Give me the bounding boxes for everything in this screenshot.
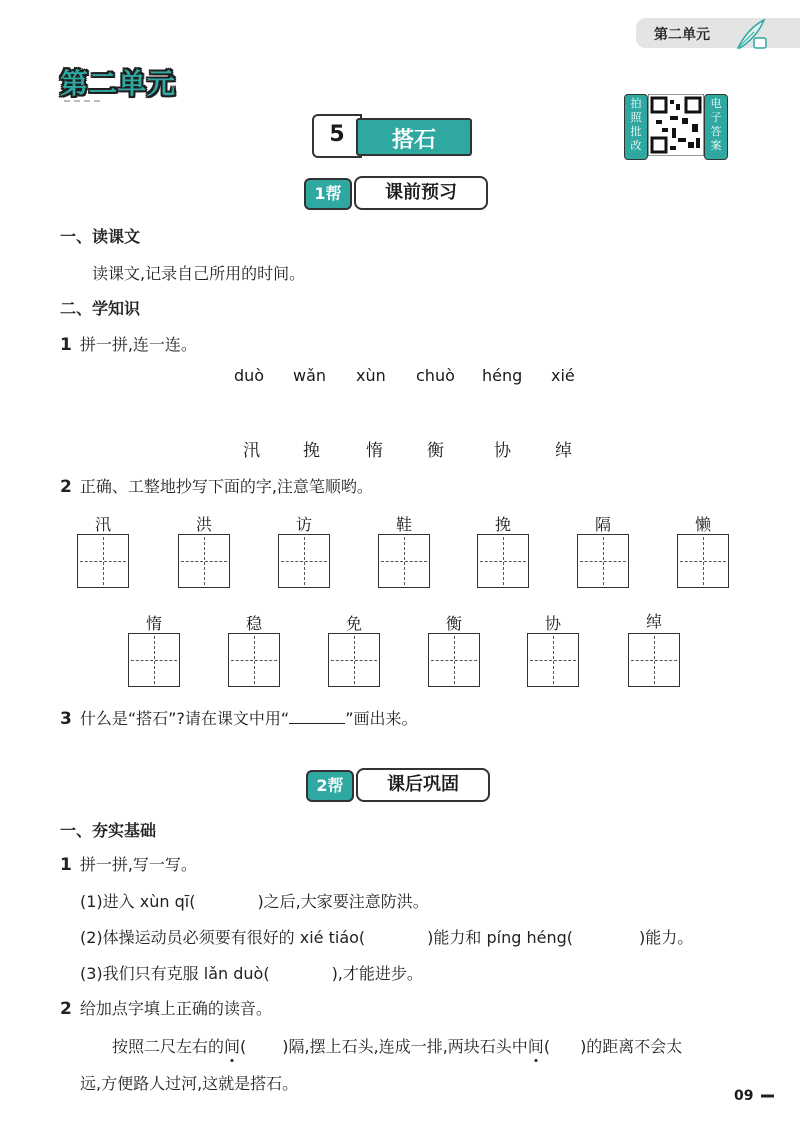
hanzi-item[interactable]: 衡 — [427, 441, 444, 461]
copy-char: 免 — [345, 614, 362, 633]
pinyin-item[interactable]: xùn — [356, 366, 386, 385]
copy-char: 稳 — [245, 614, 262, 633]
question-text: 拼一拼,写一写。 — [79, 855, 197, 874]
question-number: 2 — [60, 999, 72, 1019]
copy-char: 汛 — [94, 515, 111, 534]
qr-code-icon[interactable] — [648, 94, 704, 156]
writing-grid[interactable] — [228, 633, 280, 687]
hanzi-item[interactable]: 挽 — [303, 441, 320, 461]
lesson-number: 5 — [329, 122, 345, 147]
dotted-char: 间 — [528, 1034, 544, 1057]
question-1 — [60, 852, 197, 875]
question-text: ”画出来。 — [345, 709, 418, 728]
unit-tab — [636, 18, 800, 48]
question-number: 1 — [60, 335, 72, 355]
writing-grid[interactable] — [77, 534, 129, 588]
page-number: 09 — [734, 1088, 776, 1104]
writing-grid[interactable] — [178, 534, 230, 588]
fill-item: (1)进入 xùn qī( )之后,大家要注意防洪。 — [80, 892, 429, 911]
qr-left-label: 拍 照 批 改 — [624, 94, 648, 160]
hanzi-item[interactable]: 惰 — [366, 441, 383, 461]
copy-char: 鞋 — [395, 515, 412, 534]
pinyin-item[interactable]: wǎn — [293, 366, 327, 385]
question-text: 正确、工整地抄写下面的字,注意笔顺哟。 — [79, 477, 373, 496]
section-heading: 一、读课文 — [60, 227, 141, 246]
lesson-title: 搭石 — [391, 128, 436, 153]
reading-passage-line-1: 按照二尺左右的间( )隔,摆上石头,连成一排,两块石头中间( )的距离不会太 — [112, 1034, 682, 1057]
question-2 — [60, 474, 373, 497]
copy-char: 绰 — [645, 612, 662, 631]
badge-text: 课前预习 — [354, 176, 488, 210]
question-number: 2 — [60, 477, 72, 497]
unit-tab-label: 第二单元 — [654, 27, 710, 43]
copy-char: 协 — [544, 614, 561, 633]
lesson-title-box — [356, 118, 472, 156]
question-3 — [60, 706, 418, 729]
badge-text: 课后巩固 — [356, 768, 490, 802]
unit-title: 第二单元 — [60, 67, 177, 100]
question-number: 3 — [60, 709, 72, 729]
lesson-number-box — [312, 114, 362, 158]
question-text: 拼一拼,连一连。 — [79, 335, 197, 354]
writing-grid[interactable] — [677, 534, 729, 588]
instruction-text: 读课文,记录自己所用的时间。 — [92, 264, 306, 283]
reading-passage-line-2: 远,方便路人过河,这就是搭石。 — [80, 1074, 299, 1093]
pinyin-item[interactable]: xié — [551, 366, 575, 385]
copy-char: 衡 — [445, 614, 462, 633]
writing-grid[interactable] — [378, 534, 430, 588]
copy-char: 访 — [295, 515, 312, 534]
copy-char: 洪 — [195, 515, 212, 534]
copy-char: 挽 — [494, 515, 511, 534]
question-text: 什么是“搭石”?请在课文中用“ — [79, 709, 290, 728]
pinyin-item[interactable]: héng — [482, 366, 523, 385]
section-heading: 二、学知识 — [60, 299, 141, 318]
unit-title-decoration — [64, 98, 184, 104]
copy-char: 隔 — [594, 515, 611, 534]
hanzi-item[interactable]: 汛 — [243, 441, 260, 461]
badge-number: 1帮 — [304, 178, 352, 210]
feather-pen-icon — [732, 18, 772, 52]
copy-char: 惰 — [145, 614, 162, 633]
question-2 — [60, 996, 272, 1019]
writing-grid[interactable] — [577, 534, 629, 588]
fill-item: (2)体操运动员必须要有很好的 xié tiáo( )能力和 píng héng( )能力。 — [80, 928, 694, 947]
writing-grid[interactable] — [128, 633, 180, 687]
page-dash-icon — [758, 1091, 776, 1101]
copy-char: 懒 — [694, 515, 711, 534]
writing-grid[interactable] — [527, 633, 579, 687]
question-text: 给加点字填上正确的读音。 — [79, 999, 272, 1018]
fill-item: (3)我们只有克服 lǎn duò( ),才能进步。 — [80, 964, 423, 983]
writing-grid[interactable] — [278, 534, 330, 588]
answer-blank[interactable] — [289, 709, 345, 724]
hanzi-item[interactable]: 绰 — [555, 441, 572, 461]
writing-grid[interactable] — [477, 534, 529, 588]
writing-grid[interactable] — [428, 633, 480, 687]
badge-number: 2帮 — [306, 770, 354, 802]
question-1 — [60, 332, 197, 355]
writing-grid[interactable] — [328, 633, 380, 687]
section-heading: 一、夯实基础 — [60, 821, 157, 840]
pinyin-item[interactable]: chuò — [416, 366, 455, 385]
qr-right-label: 电 子 答 案 — [704, 94, 728, 160]
pinyin-item[interactable]: duò — [234, 366, 265, 385]
question-number: 1 — [60, 855, 72, 875]
writing-grid[interactable] — [628, 633, 680, 687]
hanzi-item[interactable]: 协 — [494, 441, 511, 461]
dotted-char: 间 — [224, 1034, 240, 1057]
